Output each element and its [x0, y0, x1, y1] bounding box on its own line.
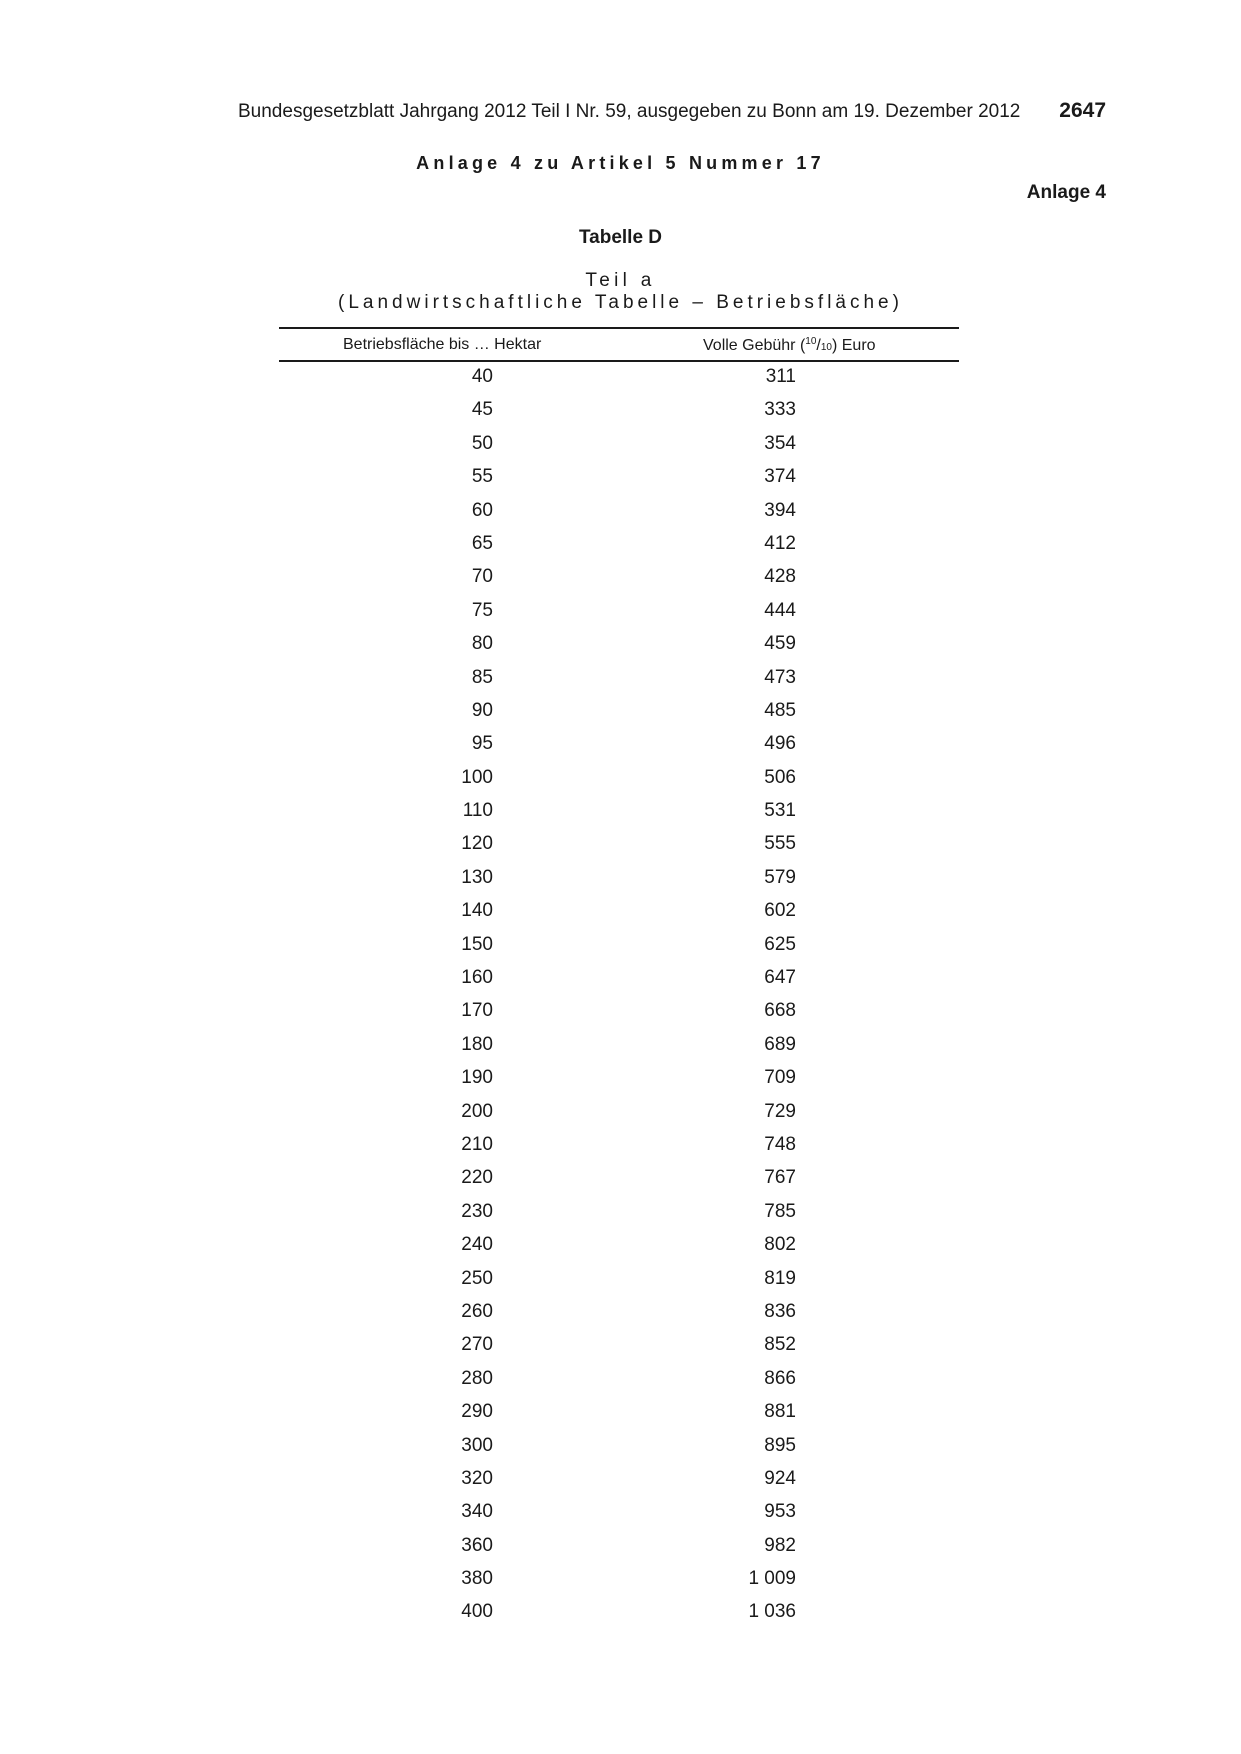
cell-fee: 354: [764, 432, 796, 454]
annex-label: Anlage 4: [1026, 182, 1106, 203]
table-row: [279, 362, 959, 395]
cell-fee: 412: [764, 532, 796, 554]
table-row: [279, 1297, 959, 1330]
table-row: [279, 1030, 959, 1063]
cell-fee: 506: [764, 766, 796, 788]
cell-area: 170: [461, 1000, 493, 1022]
cell-fee: 689: [764, 1033, 796, 1055]
cell-area: 65: [471, 532, 493, 554]
cell-area: 360: [461, 1534, 493, 1556]
cell-area: 60: [471, 499, 493, 521]
table-row: [279, 663, 959, 696]
table-title: Tabelle D: [578, 227, 663, 248]
cell-area: 380: [461, 1568, 493, 1590]
column-header-area: Betriebsfläche bis … Hektar: [343, 336, 542, 353]
cell-fee: 531: [764, 800, 796, 822]
cell-fee: 374: [764, 466, 796, 488]
table-row: [279, 829, 959, 862]
cell-fee: 802: [764, 1234, 796, 1256]
table-row: [279, 1063, 959, 1096]
cell-area: 200: [461, 1100, 493, 1122]
annex-heading: Anlage 4 zu Artikel 5 Nummer 17: [416, 153, 825, 173]
cell-area: 240: [461, 1234, 493, 1256]
cell-area: 40: [471, 366, 493, 387]
cell-fee: 625: [764, 933, 796, 955]
cell-fee: 311: [765, 366, 796, 387]
table-row: [279, 930, 959, 963]
table-body: [279, 362, 959, 1631]
table-row: [279, 996, 959, 1029]
cell-fee: 473: [764, 666, 796, 688]
cell-fee: 1 036: [748, 1601, 796, 1623]
table-row: [279, 1431, 959, 1464]
cell-fee: 394: [764, 499, 796, 521]
cell-area: 210: [461, 1133, 493, 1155]
cell-area: 280: [461, 1367, 493, 1389]
table-row: [279, 395, 959, 428]
table-row: [279, 1497, 959, 1530]
cell-fee: 895: [764, 1434, 796, 1456]
table-row: [279, 629, 959, 662]
cell-fee: 647: [764, 967, 796, 989]
cell-fee: 444: [764, 599, 796, 621]
cell-fee: 767: [764, 1167, 796, 1189]
cell-area: 140: [461, 900, 493, 922]
cell-fee: 496: [764, 733, 796, 755]
cell-fee: 953: [764, 1501, 796, 1523]
cell-fee: 668: [764, 1000, 796, 1022]
cell-fee: 555: [764, 833, 796, 855]
cell-area: 110: [462, 800, 493, 822]
cell-area: 250: [461, 1267, 493, 1289]
table-row: [279, 1130, 959, 1163]
cell-area: 95: [471, 733, 493, 755]
cell-area: 320: [461, 1467, 493, 1489]
fee-header-numerator: 10: [805, 336, 817, 347]
cell-fee: 459: [764, 633, 796, 655]
running-head: Bundesgesetzblatt Jahrgang 2012 Teil I Nr. 59, ausgegeben zu Bonn am 19. Dezember 2012: [238, 101, 1021, 122]
cell-area: 190: [461, 1067, 493, 1089]
fee-header-slash: /: [816, 337, 821, 354]
table-row: [279, 562, 959, 595]
cell-area: 220: [461, 1167, 493, 1189]
cell-area: 90: [471, 699, 493, 721]
table-row: [279, 1531, 959, 1564]
cell-area: 300: [461, 1434, 493, 1456]
cell-fee: 836: [764, 1300, 796, 1322]
cell-area: 400: [461, 1601, 493, 1623]
cell-area: 80: [471, 633, 493, 655]
table-row: [279, 1464, 959, 1497]
cell-area: 260: [461, 1300, 493, 1322]
fee-header-suffix: ) Euro: [831, 337, 876, 354]
table-row: [279, 529, 959, 562]
fee-table: [279, 327, 959, 1631]
table-row: [279, 1364, 959, 1397]
table-row: [279, 1397, 959, 1430]
table-row: [279, 462, 959, 495]
page-number: 2647: [1059, 99, 1106, 122]
cell-fee: 709: [764, 1067, 796, 1089]
cell-area: 160: [461, 967, 493, 989]
cell-fee: 866: [764, 1367, 796, 1389]
cell-area: 120: [461, 833, 493, 855]
cell-fee: 1 009: [748, 1568, 796, 1590]
cell-area: 75: [471, 599, 493, 621]
cell-area: 290: [461, 1401, 493, 1423]
cell-fee: 602: [764, 900, 796, 922]
cell-fee: 428: [764, 566, 796, 588]
cell-fee: 579: [764, 866, 796, 888]
table-row: [279, 729, 959, 762]
table-row: [279, 429, 959, 462]
table-row: [279, 1097, 959, 1130]
cell-area: 70: [471, 566, 493, 588]
cell-area: 340: [461, 1501, 493, 1523]
table-row: [279, 1330, 959, 1363]
cell-fee: 785: [764, 1200, 796, 1222]
part-title: Teil a: [585, 270, 656, 291]
cell-fee: 729: [764, 1100, 796, 1122]
table-row: [279, 796, 959, 829]
cell-fee: 748: [764, 1133, 796, 1155]
cell-fee: 924: [764, 1467, 796, 1489]
table-row: [279, 1264, 959, 1297]
table-row: [279, 696, 959, 729]
cell-fee: 881: [764, 1401, 796, 1423]
table-row: [279, 1163, 959, 1196]
table-row: [279, 1197, 959, 1230]
cell-area: 55: [471, 466, 493, 488]
table-row: [279, 963, 959, 996]
cell-area: 270: [461, 1334, 493, 1356]
cell-area: 50: [471, 432, 493, 454]
cell-fee: 333: [764, 399, 796, 421]
part-subtitle: (Landwirtschaftliche Tabelle – Betriebsfläche): [338, 292, 903, 313]
cell-area: 45: [471, 399, 493, 421]
table-header: [279, 327, 959, 362]
table-row: [279, 496, 959, 529]
table-row: [279, 763, 959, 796]
table-row: [279, 1597, 959, 1630]
table-row: [279, 1230, 959, 1263]
cell-fee: 485: [764, 699, 796, 721]
cell-area: 85: [471, 666, 493, 688]
cell-area: 180: [461, 1033, 493, 1055]
cell-area: 230: [461, 1200, 493, 1222]
table-row: [279, 1564, 959, 1597]
table-row: [279, 896, 959, 929]
fee-header-denominator: 10: [820, 342, 832, 353]
cell-area: 100: [461, 766, 493, 788]
table-row: [279, 596, 959, 629]
cell-area: 130: [461, 866, 493, 888]
cell-fee: 819: [764, 1267, 796, 1289]
table-row: [279, 863, 959, 896]
cell-fee: 852: [764, 1334, 796, 1356]
column-header-fee: [703, 336, 876, 355]
cell-area: 150: [461, 933, 493, 955]
cell-fee: 982: [764, 1534, 796, 1556]
fee-header-prefix: Volle Gebühr (: [703, 337, 806, 354]
